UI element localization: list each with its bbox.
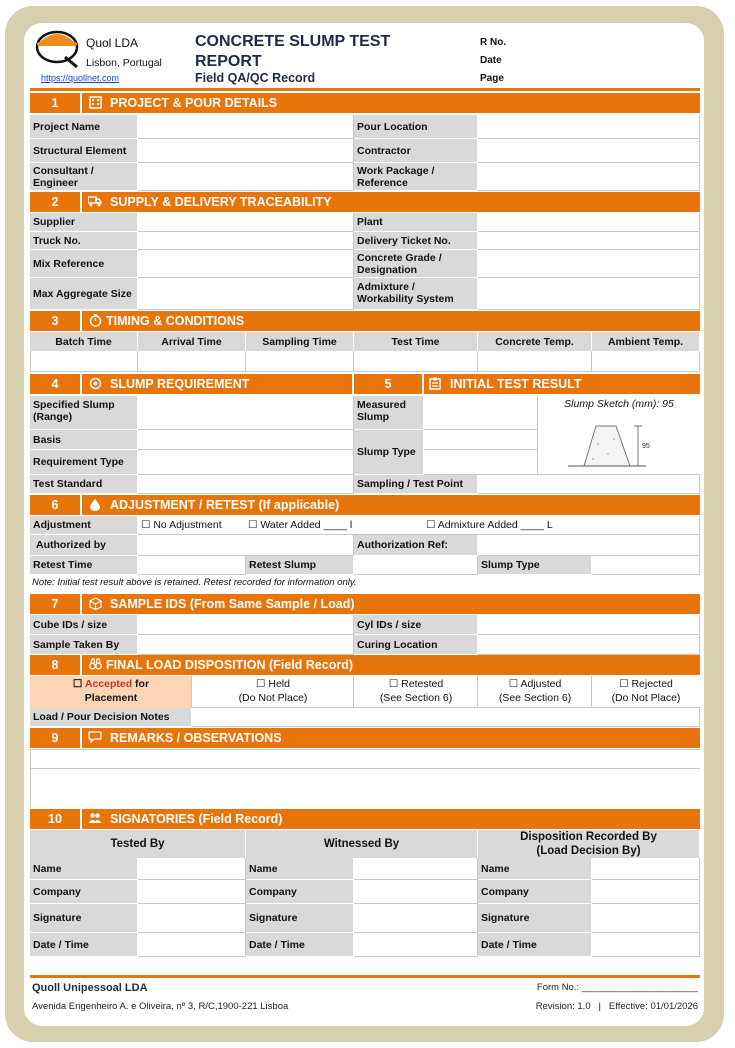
section-title: SIGNATORIES (Field Record) <box>110 812 283 826</box>
decision-notes-label: Load / Pour Decision Notes <box>30 708 192 727</box>
admixture-added-checkbox[interactable]: ☐ Admixture Added ____ L <box>426 519 553 531</box>
water-drop-icon <box>88 498 102 512</box>
pour-location-field[interactable] <box>478 115 700 139</box>
accepted-option[interactable]: ☐ Accepted for Placement <box>30 676 192 708</box>
retest-note: Note: Initial test result above is retained. Retest recorded for information only. <box>32 577 357 588</box>
sampling-time-header: Sampling Time <box>246 332 354 351</box>
concrete-grade-label: Concrete Grade / Designation <box>354 250 478 278</box>
slump-sketch-panel <box>538 396 700 475</box>
test-standard-field[interactable] <box>138 475 354 494</box>
section-number: 8 <box>30 655 82 675</box>
arrival-time-field[interactable] <box>138 351 246 372</box>
concrete-temp-header: Concrete Temp. <box>478 332 592 351</box>
section-title: FINAL LOAD DISPOSITION (Field Record) <box>106 658 354 672</box>
witness-name-label: Name <box>246 858 354 880</box>
witness-datetime-label: Date / Time <box>246 933 354 957</box>
section-3-header <box>30 311 700 331</box>
concrete-temp-field[interactable] <box>478 351 592 372</box>
arrival-time-header: Arrival Time <box>138 332 246 351</box>
specified-slump-label: Specified Slump (Range) <box>30 396 138 430</box>
mix-reference-field[interactable] <box>138 250 354 278</box>
disposition-recorded-by-header: Disposition Recorded By (Load Decision By) <box>478 830 700 858</box>
slump-cone-sketch <box>538 414 700 474</box>
speech-bubble-icon <box>88 731 102 745</box>
tested-name-field[interactable] <box>138 858 246 880</box>
cyl-ids-label: Cyl IDs / size <box>354 615 478 635</box>
cube-ids-field[interactable] <box>138 615 354 635</box>
header-rule <box>30 88 700 91</box>
measured-slump-field[interactable] <box>424 396 538 430</box>
held-option[interactable]: ☐ Held (Do Not Place) <box>192 676 354 708</box>
truck-no-field[interactable] <box>138 232 354 250</box>
witness-signature-field[interactable] <box>354 904 478 933</box>
retest-slump-field[interactable] <box>354 556 478 575</box>
consultant-label: Consultant / Engineer <box>30 163 138 191</box>
witnessed-by-header: Witnessed By <box>246 830 478 858</box>
section-title: SLUMP REQUIREMENT <box>110 377 250 391</box>
sample-taken-by-label: Sample Taken By <box>30 635 138 655</box>
people-icon <box>88 812 102 826</box>
curing-location-label: Curing Location <box>354 635 478 655</box>
section-2-header <box>30 192 700 212</box>
authorization-ref-label: Authorization Ref: <box>354 535 478 556</box>
section-number: 5 <box>354 374 424 394</box>
section-number: 3 <box>30 311 82 331</box>
adjustment-label: Adjustment <box>30 516 138 535</box>
box-icon <box>88 597 102 611</box>
section-title: INITIAL TEST RESULT <box>450 377 582 391</box>
footer-revision: Revision: 1.0 | Effective: 01/01/2026 <box>535 1001 698 1012</box>
max-aggregate-label: Max Aggregate Size <box>30 278 138 310</box>
truck-icon <box>88 195 102 209</box>
section-4-header <box>30 374 352 394</box>
report-subtitle: Field QA/QC Record <box>195 71 316 85</box>
retest-slump-label: Retest Slump <box>246 556 354 575</box>
project-name-field[interactable] <box>138 115 354 139</box>
water-added-checkbox[interactable]: ☐ Water Added ____ l <box>248 519 353 531</box>
specified-slump-field[interactable] <box>138 396 354 430</box>
witness-signature-label: Signature <box>246 904 354 933</box>
curing-location-field[interactable] <box>478 635 700 655</box>
pour-location-label: Pour Location <box>354 115 478 139</box>
company-logo <box>33 27 81 69</box>
section-6-header <box>30 495 700 515</box>
footer-address: Avenida Engenheiro A. e Oliveira, nº 3, R/C,1900-221 Lisboa <box>32 1001 289 1012</box>
ambient-temp-header: Ambient Temp. <box>592 332 700 351</box>
sample-taken-by-field[interactable] <box>138 635 354 655</box>
slump-type-field-1[interactable] <box>424 430 538 450</box>
section-8-header <box>30 655 700 675</box>
section-5-header <box>354 374 700 394</box>
slump-sketch-caption: Slump Sketch (mm): 95 <box>564 398 674 410</box>
section-title: REMARKS / OBSERVATIONS <box>110 731 282 745</box>
test-time-field[interactable] <box>354 351 478 372</box>
authorization-ref-field[interactable] <box>478 535 700 556</box>
retest-slump-type-label: Slump Type <box>478 556 592 575</box>
witness-company-field[interactable] <box>354 880 478 904</box>
disposition-name-label: Name <box>478 858 592 880</box>
disposition-datetime-field[interactable] <box>592 933 700 957</box>
section-7-header <box>30 594 700 614</box>
tested-signature-label: Signature <box>30 904 138 933</box>
company-name: Quol LDA <box>86 36 139 50</box>
ambient-temp-field[interactable] <box>592 351 700 372</box>
delivery-ticket-field[interactable] <box>478 232 700 250</box>
retested-option[interactable]: ☐ Retested (See Section 6) <box>354 676 478 708</box>
structural-element-label: Structural Element <box>30 139 138 163</box>
supplier-label: Supplier <box>30 213 138 232</box>
report-title-line1: CONCRETE SLUMP TEST <box>195 33 391 50</box>
binoculars-icon <box>88 658 102 672</box>
section-title: SAMPLE IDS (From Same Sample / Load) <box>110 597 355 611</box>
retest-time-field[interactable] <box>138 556 246 575</box>
contractor-label: Contractor <box>354 139 478 163</box>
section-number: 9 <box>30 728 82 748</box>
truck-no-label: Truck No. <box>30 232 138 250</box>
slump-type-label: Slump Type <box>354 430 424 475</box>
section-number: 7 <box>30 594 82 614</box>
disposition-name-field[interactable] <box>592 858 700 880</box>
disposition-company-field[interactable] <box>592 880 700 904</box>
authorized-by-label: Authorized by <box>30 535 138 556</box>
test-time-header: Test Time <box>354 332 478 351</box>
section-number: 1 <box>30 93 82 113</box>
cyl-ids-field[interactable] <box>478 615 700 635</box>
target-icon <box>88 377 102 391</box>
sampling-time-field[interactable] <box>246 351 354 372</box>
adjustment-options-row <box>138 516 700 535</box>
footer-rule <box>30 975 700 978</box>
section-number: 10 <box>30 809 82 829</box>
tested-by-header: Tested By <box>30 830 246 858</box>
disposition-signature-field[interactable] <box>592 904 700 933</box>
company-website-link[interactable]: https://quollnet.com <box>41 73 120 83</box>
admixture-label: Admixture / Workability System <box>354 278 478 310</box>
footer-form-no: Form No.: ______________________ <box>536 982 698 993</box>
meta-rno: R No. <box>480 37 507 48</box>
project-name-label: Project Name <box>30 115 138 139</box>
max-aggregate-field[interactable] <box>138 278 354 310</box>
section-number: 4 <box>30 374 82 394</box>
sampling-point-field[interactable] <box>478 475 700 494</box>
tested-name-label: Name <box>30 858 138 880</box>
tested-signature-field[interactable] <box>138 904 246 933</box>
witness-company-label: Company <box>246 880 354 904</box>
basis-field[interactable] <box>138 430 354 450</box>
tested-datetime-field[interactable] <box>138 933 246 957</box>
section-number: 6 <box>30 495 82 515</box>
requirement-type-label: Requirement Type <box>30 450 138 475</box>
cube-ids-label: Cube IDs / size <box>30 615 138 635</box>
consultant-field[interactable] <box>138 163 354 191</box>
concrete-grade-field[interactable] <box>478 250 700 278</box>
footer-company: Quoll Unipessoal LDA <box>32 982 148 994</box>
mix-reference-label: Mix Reference <box>30 250 138 278</box>
section-title: PROJECT & POUR DETAILS <box>110 96 278 110</box>
delivery-ticket-label: Delivery Ticket No. <box>354 232 478 250</box>
section-number: 2 <box>30 192 82 212</box>
meta-date: Date <box>480 55 502 66</box>
accepted-word: Accepted <box>84 678 133 690</box>
clipboard-icon <box>428 377 442 391</box>
admixture-field[interactable] <box>478 278 700 310</box>
report-title-line2: REPORT <box>195 53 262 70</box>
work-package-field[interactable] <box>478 163 700 191</box>
adjusted-option[interactable]: ☐ Adjusted (See Section 6) <box>478 676 592 708</box>
batch-time-header: Batch Time <box>30 332 138 351</box>
basis-label: Basis <box>30 430 138 450</box>
rejected-option[interactable]: ☐ Rejected (Do Not Place) <box>592 676 700 708</box>
decision-notes-field[interactable] <box>192 708 700 727</box>
section-9-header <box>30 728 700 748</box>
company-location: Lisbon, Portugal <box>86 57 162 69</box>
batch-time-field[interactable] <box>30 351 138 372</box>
contractor-field[interactable] <box>478 139 700 163</box>
slump-type-field-2[interactable] <box>424 450 538 475</box>
tested-datetime-label: Date / Time <box>30 933 138 957</box>
tested-company-field[interactable] <box>138 880 246 904</box>
slump-dimension-label: 95 <box>642 443 650 450</box>
requirement-type-field[interactable] <box>138 450 354 475</box>
disposition-datetime-label: Date / Time <box>478 933 592 957</box>
section-title: ADJUSTMENT / RETEST (If applicable) <box>110 498 340 512</box>
disposition-signature-label: Signature <box>478 904 592 933</box>
section-10-header <box>30 809 700 829</box>
plant-field[interactable] <box>478 213 700 232</box>
retest-time-label: Retest Time <box>30 556 138 575</box>
measured-slump-label: Measured Slump <box>354 396 424 430</box>
tested-company-label: Company <box>30 880 138 904</box>
structural-element-field[interactable] <box>138 139 354 163</box>
building-icon <box>88 96 102 110</box>
test-standard-label: Test Standard <box>30 475 138 494</box>
meta-page: Page <box>480 73 504 84</box>
work-package-label: Work Package / Reference <box>354 163 478 191</box>
witness-datetime-field[interactable] <box>354 933 478 957</box>
supplier-field[interactable] <box>138 213 354 232</box>
stopwatch-icon <box>88 314 102 328</box>
plant-label: Plant <box>354 213 478 232</box>
witness-name-field[interactable] <box>354 858 478 880</box>
section-title: TIMING & CONDITIONS <box>106 314 245 328</box>
no-adjustment-checkbox[interactable]: ☐ No Adjustment <box>141 519 222 531</box>
remarks-textarea[interactable] <box>30 749 700 807</box>
section-title: SUPPLY & DELIVERY TRACEABILITY <box>110 195 332 209</box>
retest-slump-type-field[interactable] <box>592 556 700 575</box>
section-1-header <box>30 93 700 113</box>
disposition-company-label: Company <box>478 880 592 904</box>
authorized-by-field[interactable] <box>138 535 354 556</box>
sampling-point-label: Sampling / Test Point <box>354 475 478 494</box>
